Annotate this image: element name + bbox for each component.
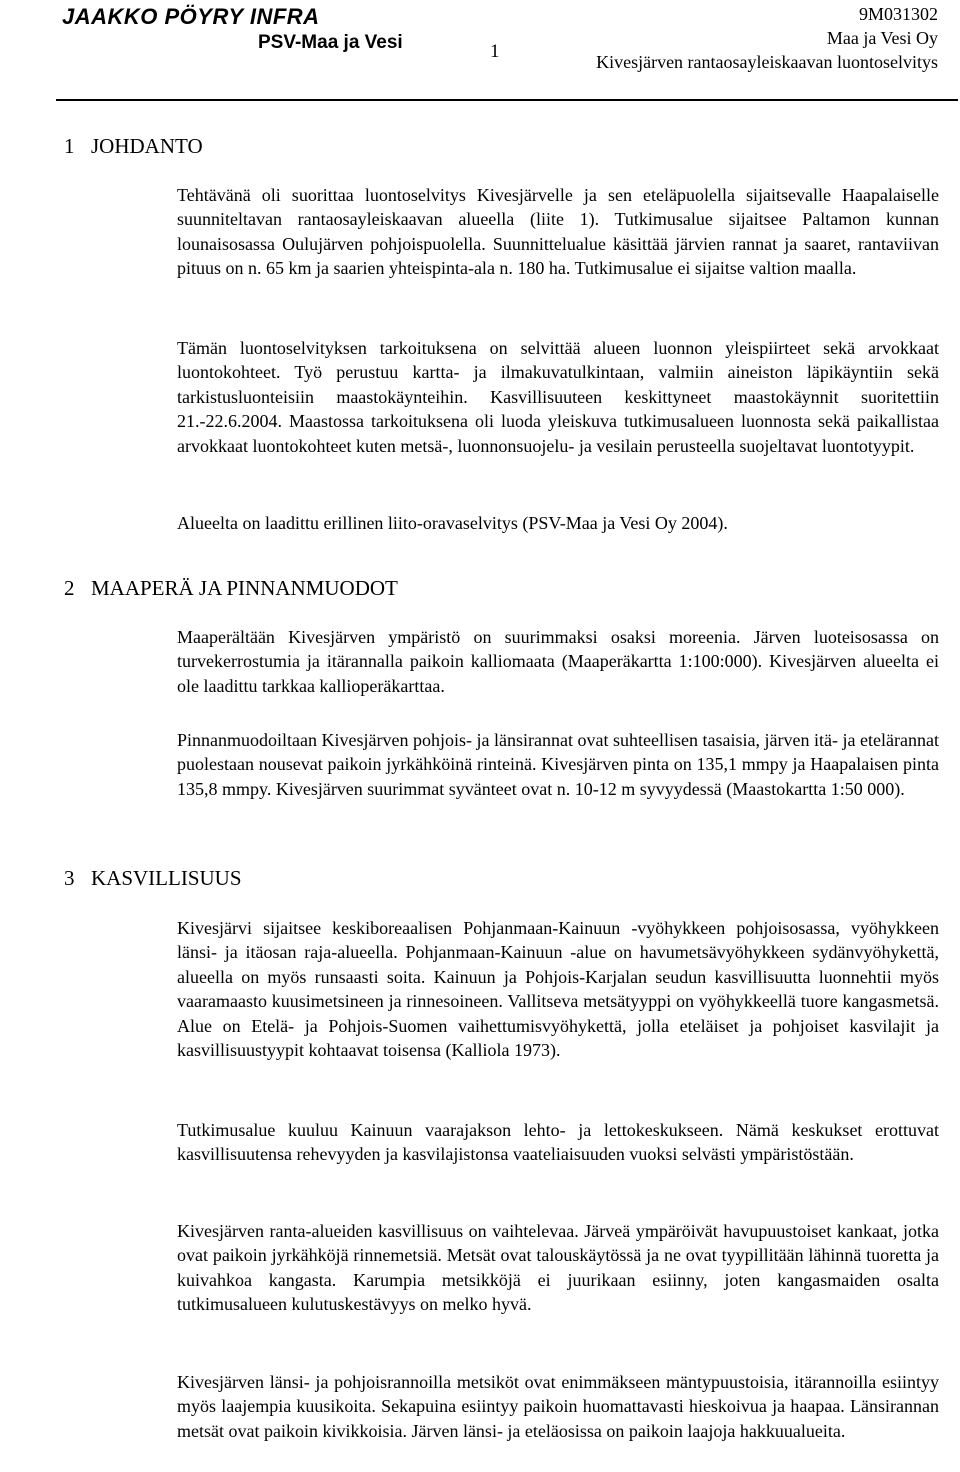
section-title: MAAPERÄ JA PINNANMUODOT xyxy=(91,576,398,600)
paragraph: Tehtävänä oli suorittaa luontoselvitys Kivesjärvelle ja sen eteläpuolella sijaitsevalle Haapalaiselle suunniteltavan rantaosayleiskaavan alueella (liite 1). Tutkimusalue sijaitsee Paltamon kunnan lounaisosassa Oulujärven pohjoispuolella. Suunnittelualue käsittää järvien rannat ja saaret, rantaviivan pituus on n. 65 km ja saarien yhteispinta-ala n. 180 ha. Tutkimusalue ei sijaitse valtion maalla. xyxy=(177,185,939,279)
paragraph: Tutkimusalue kuuluu Kainuun vaarajakson lehto- ja lettokeskukseen. Nämä keskukset erottuvat kasvillisuutensa rehevyyden ja kasvilajistonsa vaateliaisuuden vuoksi selvästi ympäristöstään. xyxy=(177,1120,939,1165)
header-info xyxy=(596,2,938,74)
document-id: 9M031302 xyxy=(858,4,938,24)
section-1-heading xyxy=(64,134,203,158)
company-name: Maa ja Vesi Oy xyxy=(826,28,938,48)
page-number: 1 xyxy=(490,41,500,62)
logo-line-2: PSV-Maa ja Vesi xyxy=(258,32,403,53)
paragraph: Kivesjärven ranta-alueiden kasvillisuus on vaihtelevaa. Järveä ympäröivät havupuustoiset kankaat, jotka ovat paikoin jyrkähköjä rinnemetsiä. Metsät ovat talouskäytössä ja ne ovat tyypillitään lähinnä tuoretta ja kuivahkoa kangasta. Karumpia metsikköjä ei juurikaan esiinny, joten kangasmaiden osalta tutkimusalueen kulutuskestävyys on melko hyvä. xyxy=(177,1221,939,1315)
logo-line-1: JAAKKO PÖYRY INFRA xyxy=(62,4,320,29)
section-title: JOHDANTO xyxy=(91,134,203,158)
paragraph: Maaperältään Kivesjärven ympäristö on suurimmaksi osaksi moreenia. Järven luoteisosassa on turvekerrostumia ja itärannalla paikoin kalliomaata (Maaperäkartta 1:100:000). Kivesjärven alueelta ei ole laadittu tarkkaa kallioperäkarttaa. xyxy=(177,627,939,696)
paragraph: Alueelta on laadittu erillinen liito-oravaselvitys (PSV-Maa ja Vesi Oy 2004). xyxy=(177,513,728,533)
section-2-heading xyxy=(64,576,398,600)
section-title: KASVILLISUUS xyxy=(91,866,242,890)
section-number: 2 xyxy=(64,576,75,600)
paragraph: Tämän luontoselvityksen tarkoituksena on selvittää alueen luonnon yleispiirteet sekä arvokkaat luontokohteet. Työ perustuu kartta- ja ilmakuvatulkintaan, valmiin aineiston läpikäyntiin sekä tarkistusluonteisiin maastokäynteihin. Kasvillisuuteen keskittyneet maastokäynnit suoritettiin 21.-22.6.2004. Maastossa tarkoituksena oli luoda yleiskuva tutkimusalueen luonnosta sekä paikallistaa arvokkaat luontokohteet kuten metsä-, luonnonsuojelu- ja vesilain perusteella suojeltavat luontotyypit. xyxy=(177,338,939,456)
section-number: 3 xyxy=(64,866,75,890)
section-3-heading xyxy=(64,866,242,890)
paragraph: Pinnanmuodoiltaan Kivesjärven pohjois- ja länsirannat ovat suhteellisen tasaisia, järven itä- ja etelärannat puolestaan nousevat paikoin jyrkähköinä rinteinä. Kivesjärven pinta on 135,1 mmpy ja Haapalaisen pinta 135,8 mmpy. Kivesjärven suurimmat syvänteet ovat n. 10-12 m syvyydessä (Maastokartta 1:50 000). xyxy=(177,730,939,799)
section-number: 1 xyxy=(64,134,75,158)
company-logo xyxy=(62,4,422,56)
document-title: Kivesjärven rantaosayleiskaavan luontoselvitys xyxy=(596,52,938,72)
header-divider xyxy=(56,99,958,101)
paragraph: Kivesjärven länsi- ja pohjoisrannoilla metsiköt ovat enimmäkseen mäntypuustoisia, itärannoilla esiintyy myös laajempia kuusikoita. Sekapuina esiintyy paikoin huomattavasti hieskoivua ja haapaa. Länsirannan metsät ovat paikoin kivikkoisia. Järven länsi- ja eteläosissa on paikoin laajoja hakkuualueita. xyxy=(177,1372,939,1441)
paragraph: Kivesjärvi sijaitsee keskiboreaalisen Pohjanmaan-Kainuun -vyöhykkeen pohjoisosassa, vyöhykkeen länsi- ja itäosan raja-alueella. Pohjanmaan-Kainuun -alue on havumetsävyöhykkeen sydänvyöhykettä, alueella on myös runsaasti soita. Kainuun ja Pohjois-Karjalan seudun kasvillisuutta luonnehtii myös vaaramaasto kuusimetsineen ja rinnesoineen. Vallitseva metsätyyppi on vyöhykkeellä tuore kangasmetsä. Alue on Etelä- ja Pohjois-Suomen vaihettumisvyöhykettä, jolla eteläiset ja pohjoiset kasvilajit ja kasvillisuustyypit kohtaavat toisensa (Kalliola 1973). xyxy=(177,918,939,1061)
